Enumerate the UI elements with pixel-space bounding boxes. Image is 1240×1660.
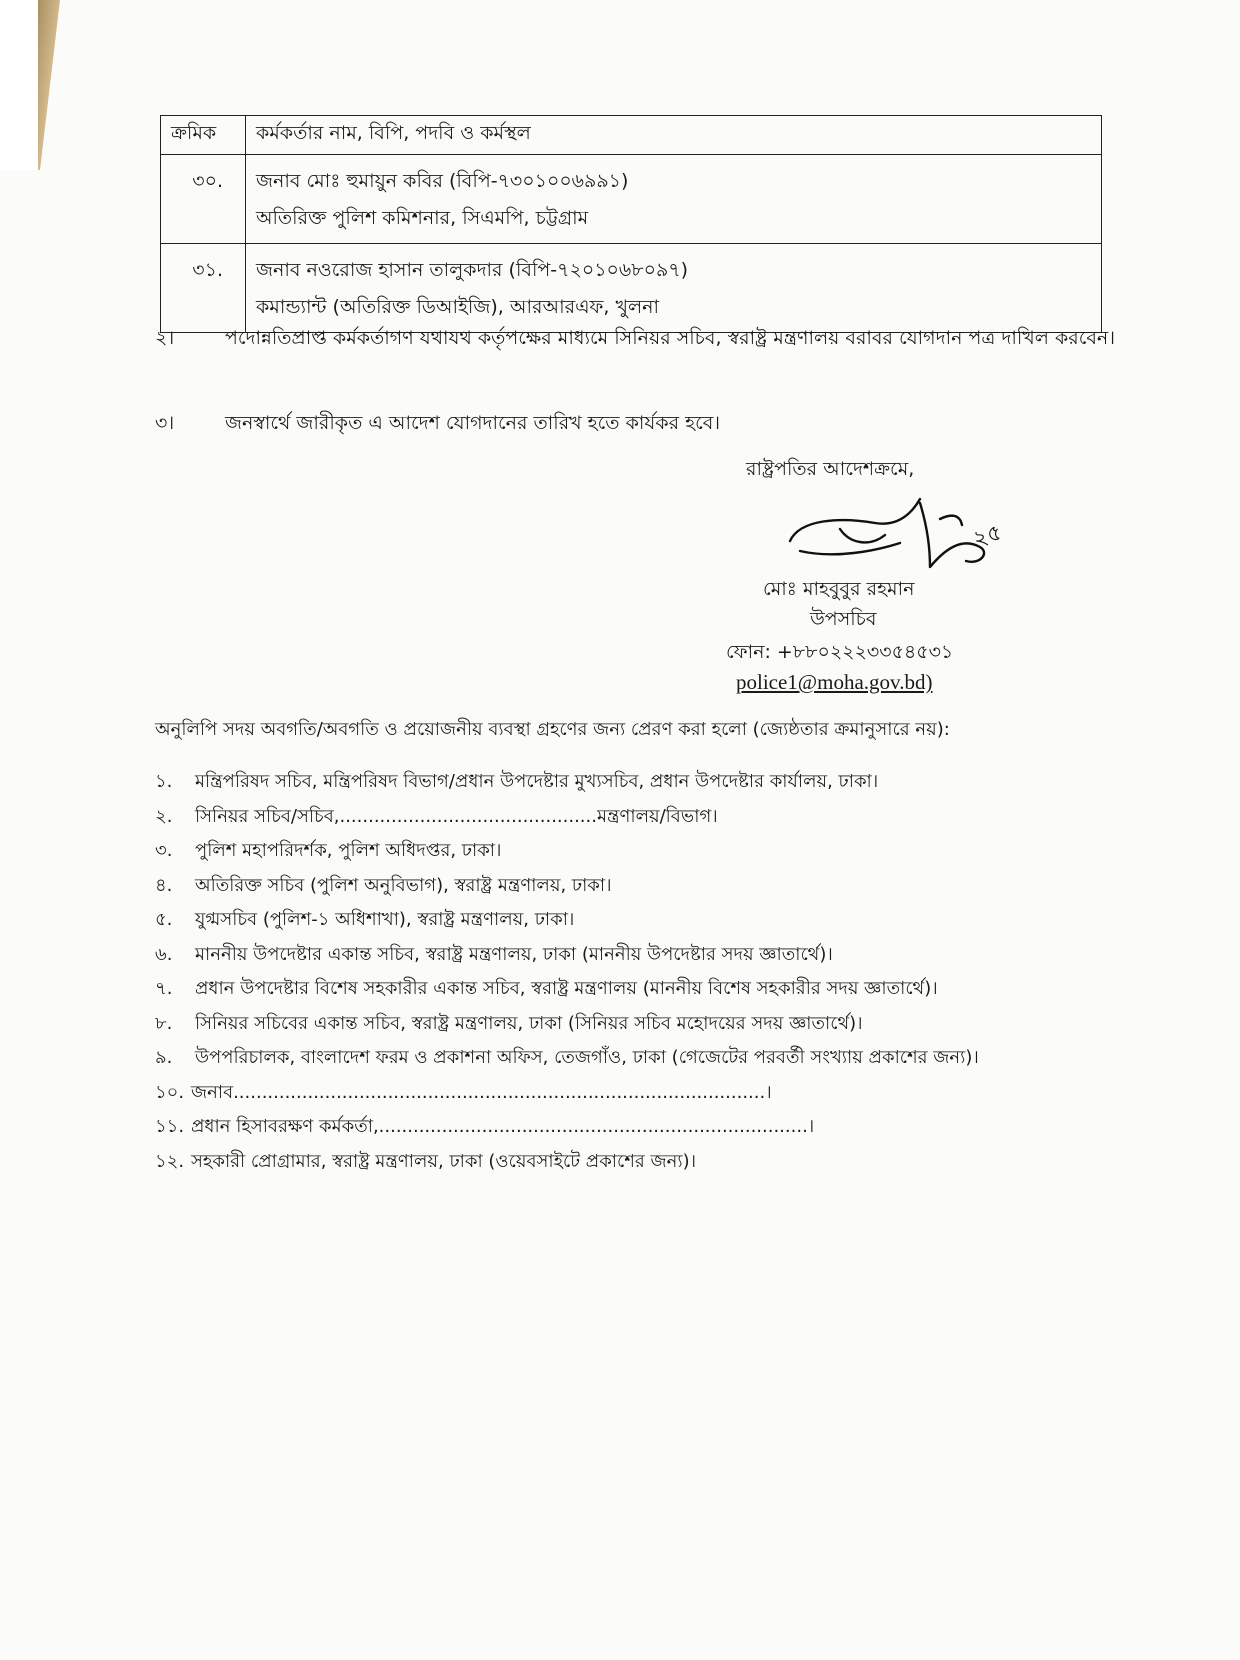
serial-header: ক্রমিক bbox=[161, 116, 246, 155]
list-item bbox=[155, 1145, 1140, 1180]
handwritten-signature bbox=[780, 489, 1010, 579]
item-number: ১২. bbox=[155, 1150, 185, 1172]
item-number: ২. bbox=[155, 805, 173, 827]
signatory-name: মোঃ মাহবুবুর রহমান bbox=[763, 578, 915, 600]
item-number: ৭. bbox=[155, 978, 173, 999]
item-text: উপপরিচালক, বাংলাদেশ ফরম ও প্রকাশনা অফিস, তেজগাঁও, ঢাকা (গেজেটের পরবর্তী সংখ্যায় প্রকাশের জন্য)। bbox=[195, 1047, 979, 1068]
officer-posting: অতিরিক্ত পুলিশ কমিশনার, সিএমপি, চট্টগ্রাম bbox=[256, 207, 589, 229]
item-number: ৪. bbox=[155, 874, 173, 896]
paragraph-3 bbox=[155, 403, 1140, 443]
signatory-email[interactable]: police1@moha.gov.bd) bbox=[736, 670, 933, 694]
item-text: যুগ্মসচিব (পুলিশ-১ অধিশাখা), স্বরাষ্ট্র মন্ত্রণালয়, ঢাকা। bbox=[195, 909, 575, 930]
list-item bbox=[155, 1041, 1140, 1076]
item-text: সিনিয়র সচিব/সচিব,.............................................মন্ত্রণালয়/বিভাগ। bbox=[195, 805, 718, 827]
item-text: মন্ত্রিপরিষদ সচিব, মন্ত্রিপরিষদ বিভাগ/প্রধান উপদেষ্টার মুখ্যসচিব, প্রধান উপদেষ্টার কার্যালয়, ঢাকা। bbox=[195, 771, 879, 792]
officer-posting: কমান্ড্যান্ট (অতিরিক্ত ডিআইজি), আরআরএফ, খুলনা bbox=[256, 296, 659, 318]
paragraph-number: ৩। bbox=[155, 412, 175, 434]
item-text: সিনিয়র সচিবের একান্ত সচিব, স্বরাষ্ট্র মন্ত্রণালয়, ঢাকা (সিনিয়র সচিব মহোদয়ের সদয় জ্ঞাতার্থে)। bbox=[195, 1012, 863, 1034]
signature-date: ২৫ bbox=[970, 520, 1006, 553]
item-text: প্রধান উপদেষ্টার বিশেষ সহকারীর একান্ত সচিব, স্বরাষ্ট্র মন্ত্রণালয় (মাননীয় বিশেষ সহকারীর সদয় জ্ঞাতার্থে)। bbox=[195, 978, 938, 999]
item-number: ১০. bbox=[155, 1081, 185, 1103]
officer-details-header: কর্মকর্তার নাম, বিপি, পদবি ও কর্মস্থল bbox=[246, 116, 1102, 155]
item-text: প্রধান হিসাবরক্ষণ কর্মকর্তা,...........................................................................। bbox=[191, 1116, 815, 1137]
list-item bbox=[155, 1110, 1140, 1145]
list-item bbox=[155, 903, 1140, 938]
item-text: মাননীয় উপদেষ্টার একান্ত সচিব, স্বরাষ্ট্র মন্ত্রণালয়, ঢাকা (মাননীয় উপদেষ্টার সদয় জ্ঞাতার্থে)। bbox=[195, 943, 833, 965]
list-item bbox=[155, 1007, 1140, 1042]
officer-name: জনাব নওরোজ হাসান তালুকদার (বিপি-৭২০১০৬৮০৯৭) bbox=[256, 259, 689, 281]
item-number: ৫. bbox=[155, 909, 173, 930]
item-text: পুলিশ মহাপরিদর্শক, পুলিশ অধিদপ্তর, ঢাকা। bbox=[195, 840, 502, 861]
item-text: সহকারী প্রোগ্রামার, স্বরাষ্ট্র মন্ত্রণালয়, ঢাকা (ওয়েবসাইটে প্রকাশের জন্য)। bbox=[191, 1150, 697, 1172]
table-row bbox=[161, 155, 1102, 244]
item-number: ১. bbox=[155, 771, 173, 792]
officer-name: জনাব মোঃ হুমায়ুন কবির (বিপি-৭৩০১০০৬৯৯১) bbox=[256, 170, 629, 192]
officers-table bbox=[160, 115, 1102, 333]
copy-list-title: অনুলিপি সদয় অবগতি/অবগতি ও প্রয়োজনীয় ব্যবস্থা গ্রহণের জন্য প্রেরণ করা হলো (জ্যেষ্ঠতার ক্রমানুসারে নয়): bbox=[155, 719, 950, 740]
serial-cell: ৩০. bbox=[161, 155, 246, 244]
item-number: ১১. bbox=[155, 1116, 185, 1137]
item-text: জনাব.............................................................................................। bbox=[191, 1081, 772, 1103]
list-item bbox=[155, 800, 1140, 835]
officer-details-cell bbox=[246, 155, 1102, 244]
paragraph-text: জনস্বার্থে জারীকৃত এ আদেশ যোগদানের তারিখ হতে কার্যকর হবে। bbox=[225, 412, 721, 434]
list-item bbox=[155, 869, 1140, 904]
paragraph-text: পদোন্নতিপ্রাপ্ত কর্মকর্তাগণ যথাযথ কর্তৃপক্ষের মাধ্যমে সিনিয়র সচিব, স্বরাষ্ট্র মন্ত্রণালয় বরাবর যোগদান পত্র দাখিল করবেন। bbox=[225, 327, 1116, 349]
paragraph-number: ২। bbox=[155, 327, 175, 349]
torn-corner bbox=[0, 0, 60, 170]
order-line: রাষ্ট্রপতির আদেশক্রমে, bbox=[746, 458, 915, 480]
paragraph-2 bbox=[155, 318, 1140, 358]
list-item bbox=[155, 834, 1140, 869]
list-item bbox=[155, 972, 1140, 1007]
signatory-phone: ফোন: +৮৮০২২২৩৩৫৪৫৩১ bbox=[726, 641, 954, 663]
item-number: ৬. bbox=[155, 943, 173, 965]
item-number: ৮. bbox=[155, 1012, 173, 1034]
table-header-row bbox=[161, 116, 1102, 155]
item-number: ৩. bbox=[155, 840, 173, 861]
serial-cell: ৩১. bbox=[161, 244, 246, 333]
signatory-designation: উপসচিব bbox=[810, 608, 877, 630]
copy-list bbox=[155, 765, 1140, 1179]
item-text: অতিরিক্ত সচিব (পুলিশ অনুবিভাগ), স্বরাষ্ট্র মন্ত্রণালয়, ঢাকা। bbox=[195, 874, 612, 896]
list-item bbox=[155, 1076, 1140, 1111]
item-number: ৯. bbox=[155, 1047, 173, 1068]
list-item bbox=[155, 938, 1140, 973]
list-item bbox=[155, 765, 1140, 800]
